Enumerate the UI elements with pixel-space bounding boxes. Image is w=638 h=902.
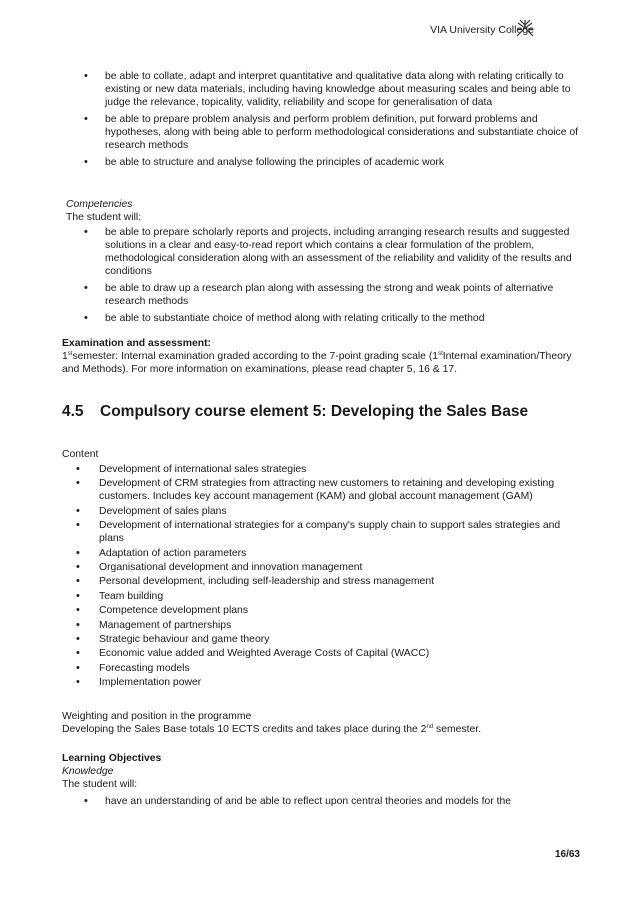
list-item: • Strategic behaviour and game theory: [62, 633, 582, 646]
exam-title: Examination and assessment:: [62, 338, 211, 349]
list-item: • Development of sales plans: [62, 505, 582, 518]
exam-section: [62, 337, 584, 376]
list-item: • be able to structure and analyse following the principles of academic work: [62, 156, 582, 169]
list-item: • have an understanding of and be able to reflect upon central theories and models for the: [62, 795, 582, 808]
exam-text: 1stsemester: Internal examination graded according to the 7-point grading scale (1stInternal examination/Theory and Methods). For more information on examinations, please read chapter 5, 16 & 17.: [62, 351, 572, 375]
list-item: • be able to substantiate choice of method along with relating critically to the method: [62, 312, 582, 325]
learning-intro: The student will:: [62, 779, 138, 790]
section-number: 4.5: [62, 403, 84, 420]
via-logo-icon: [514, 17, 536, 39]
list-item: • be able to prepare problem analysis and perform problem definition, put forward problems and hypotheses, along with being able to perform methodological considerations and substantiate choice of research methods: [62, 113, 582, 152]
content-label: Content: [62, 449, 99, 460]
top-bullet-list: [62, 70, 582, 173]
list-item: • Personal development, including self-leadership and stress management: [62, 575, 582, 588]
weighting-text: Developing the Sales Base totals 10 ECTS credits and takes place during the 2nd semester.: [62, 724, 482, 735]
competencies-title: Competencies: [66, 199, 133, 210]
institution-name: VIA University College: [430, 24, 534, 36]
section-title: Compulsory course element 5: Developing the Sales Base: [100, 403, 529, 420]
list-item: • Development of CRM strategies from attracting new customers to retaining and developing existing customers. Includes key account management (KAM) and global account management (GAM): [62, 477, 582, 503]
competencies-list: [62, 226, 582, 329]
weighting-title: Weighting and position in the programme: [62, 711, 252, 722]
list-item: • Development of international sales strategies: [62, 463, 582, 476]
competencies-section: [66, 198, 586, 224]
learning-title: Learning Objectives: [62, 753, 162, 764]
list-item: • Organisational development and innovation management: [62, 561, 582, 574]
list-item: • Team building: [62, 590, 582, 603]
knowledge-subtitle: Knowledge: [62, 766, 114, 777]
competencies-intro: The student will:: [66, 212, 142, 223]
learning-list: [62, 795, 582, 812]
page-number: 16/63: [554, 849, 580, 860]
content-list: [62, 463, 582, 690]
section-heading: [62, 405, 602, 418]
list-item: • Competence development plans: [62, 604, 582, 617]
list-item: • Implementation power: [62, 676, 582, 689]
list-item: • be able to collate, adapt and interpret quantitative and qualitative data along with relating critically to existing or new data materials, including having knowledge about measuring scales and being able to judge the relevance, topicality, validity, reliability and scope for generalisation of data: [62, 70, 582, 109]
list-item: • Adaptation of action parameters: [62, 547, 582, 560]
weighting-section: [62, 710, 602, 736]
learning-section: [62, 752, 582, 791]
list-item: • Development of international strategies for a company's supply chain to support sales strategies and plans: [62, 519, 582, 545]
list-item: • Forecasting models: [62, 662, 582, 675]
list-item: • Management of partnerships: [62, 619, 582, 632]
list-item: • be able to prepare scholarly reports and projects, including arranging research results and suggested solutions in a clear and easy-to-read report which contains a clear formulation of the problem, methodological consideration along with an assessment of the reliability and validity of the results and conditions: [62, 226, 582, 278]
list-item: • be able to draw up a research plan along with assessing the strong and weak points of alternative research methods: [62, 282, 582, 308]
list-item: • Economic value added and Weighted Average Costs of Capital (WACC): [62, 647, 582, 660]
